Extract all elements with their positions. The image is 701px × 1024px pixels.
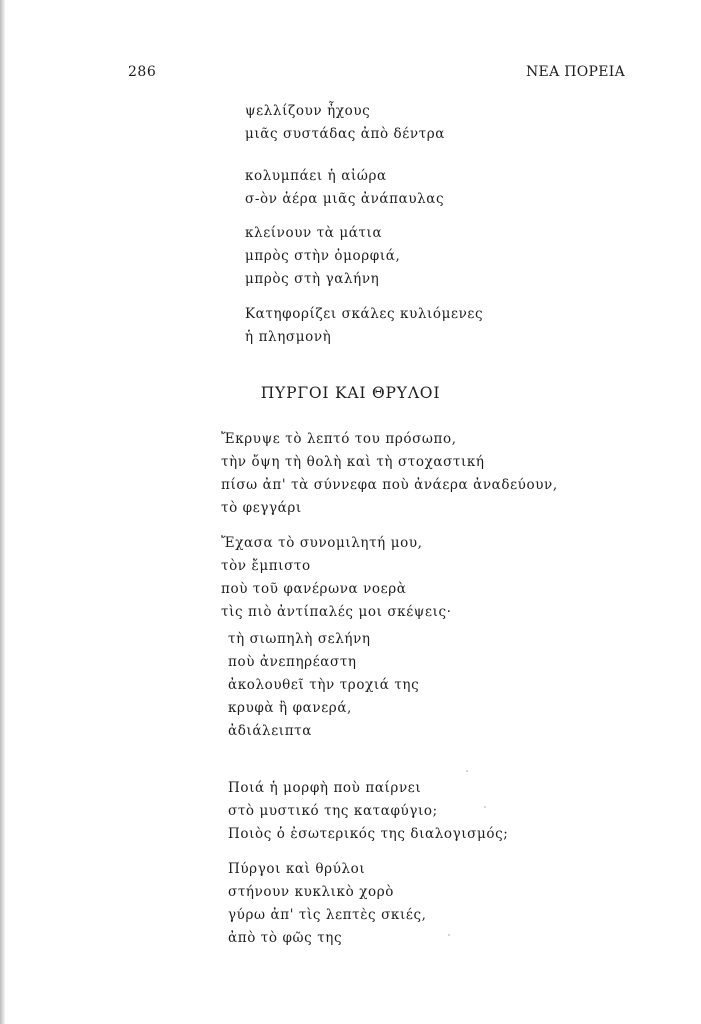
poem-line: Ἔκρυψε τὸ λεπτό του πρόσωπο, — [221, 431, 457, 447]
poem-line: Πύργοι καὶ θρύλοι — [228, 861, 366, 877]
poem-line: ποὺ τοῦ φανέρωνα νοερὰ — [221, 581, 407, 597]
poem-line: σ-ὸν ἀέρα μιᾶς ἀνάπαυλας — [245, 191, 445, 207]
stanza — [221, 532, 452, 624]
poem-line: μιᾶς συστάδας ἀπὸ δέντρα — [245, 126, 446, 142]
poem-line: ἀδιάλειπτα — [228, 723, 312, 739]
poem-line: ἡ πλησμονὴ — [245, 329, 332, 345]
poem-line: τὸν ἔμπιστο — [221, 558, 311, 574]
scan-speck — [448, 934, 450, 936]
poem-line: στὸ μυστικό της καταφύγιο; — [228, 803, 438, 819]
scan-speck — [484, 806, 486, 808]
poem-line: κλείνουν τὰ μάτια — [245, 225, 383, 241]
stanza — [228, 858, 427, 950]
poem-line: κρυφὰ ἢ φανερά, — [228, 700, 352, 716]
stanza — [245, 165, 444, 211]
running-title: ΝΕΑ ΠΟΡΕΙΑ — [526, 64, 625, 80]
stanza — [245, 303, 483, 349]
page-number: 286 — [128, 64, 157, 80]
poem-line: μπρὸς στὴ γαλήνη — [245, 271, 380, 287]
poem-line: πίσω ἀπ' τὰ σύννεφα ποὺ ἀνάερα ἀναδεύουν, — [221, 477, 558, 493]
poem-line: Ποιά ἡ μορφὴ ποὺ παίρνει — [228, 780, 422, 796]
poem-title: ΠΥΡΓΟΙ ΚΑΙ ΘΡΥΛΟΙ — [260, 384, 441, 402]
poem-line: γύρω ἀπ' τὶς λεπτὲς σκιές, — [228, 907, 427, 923]
stanza — [221, 428, 558, 520]
poem-line: Ποιὸς ὁ ἐσωτερικός της διαλογισμός; — [228, 826, 509, 842]
poem-line: ἀκολουθεῖ τὴν τροχιά της — [228, 677, 420, 693]
stanza — [245, 100, 445, 146]
page-edge-shadow — [0, 0, 5, 1024]
poem-line: κολυμπάει ἡ αἰώρα — [245, 168, 387, 184]
poem-line: ποὺ ἀνεπηρέαστη — [228, 654, 357, 670]
stanza — [228, 628, 419, 743]
poem-line: στήνουν κυκλικὸ χορὸ — [228, 884, 394, 900]
poem-line: Ἔχασα τὸ συνομιλητή μου, — [221, 535, 423, 551]
poem-line: τὸ φεγγάρι — [221, 500, 302, 516]
stanza — [245, 222, 400, 291]
stanza — [228, 777, 508, 846]
poem-line: τὶς πιὸ ἀντίπαλές μοι σκέψεις· — [221, 604, 452, 620]
poem-line: Κατηφορίζει σκάλες κυλιόμενες — [245, 306, 484, 322]
poem-line: τὴν ὄψη τὴ θολὴ καὶ τὴ στοχαστική — [221, 454, 485, 470]
scan-speck — [466, 770, 468, 772]
poem-line: ψελλίζουν ἦχους — [245, 103, 371, 119]
poem-line: ἀπὸ τὸ φῶς της — [228, 930, 343, 946]
poem-line: τὴ σιωπηλὴ σελήνη — [228, 631, 371, 647]
poem-line: μπρὸς στὴν ὀμορφιά, — [245, 248, 401, 264]
